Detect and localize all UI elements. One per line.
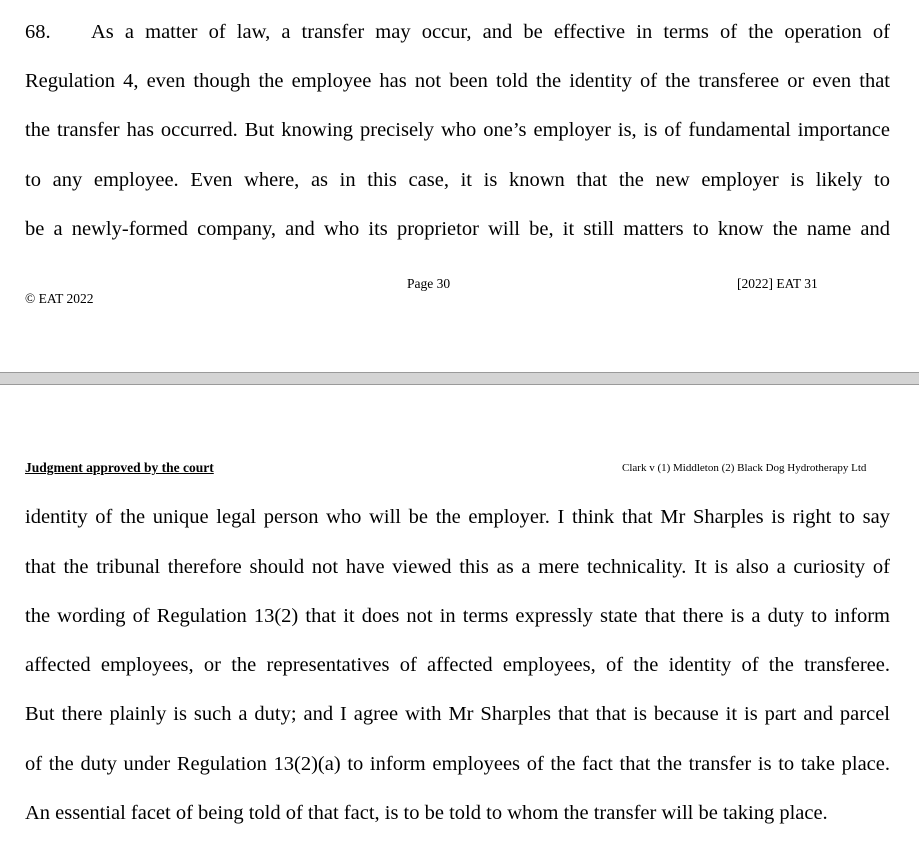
paragraph-line (25, 20, 890, 44)
paragraph-line: But there plainly is such a duty; and I agree with Mr Sharples that that is because it is part and parcel (25, 703, 890, 725)
footer-page-number: Page 30 (407, 276, 451, 291)
paragraph-line: Regulation 4, even though the employee has not been told the identity of the transferee or even that (25, 70, 890, 92)
paragraph-line: to any employee. Even where, as in this case, it is known that the new employer is likely to (25, 169, 890, 191)
page-separator (0, 372, 919, 385)
paragraph-line: the wording of Regulation 13(2) that it does not in terms expressly state that there is a duty to inform (25, 605, 890, 627)
header-judgment-approved: Judgment approved by the court (25, 460, 214, 475)
paragraph-line: identity of the unique legal person who will be the employer. I think that Mr Sharples is right to say (25, 506, 890, 528)
paragraph-text: As a matter of law, a transfer may occur, and be effective in terms of the operation of (91, 21, 890, 43)
paragraph-line: An essential facet of being told of that fact, is to be told to whom the transfer will be taking place. (25, 802, 828, 824)
paragraph-line: affected employees, or the representatives of affected employees, of the identity of the transferee. (25, 654, 890, 676)
paragraph-line: be a newly-formed company, and who its proprietor will be, it still matters to know the name and (25, 218, 890, 240)
paragraph-line: the transfer has occurred. But knowing precisely who one’s employer is, is of fundamental importance (25, 119, 890, 141)
document-page-top (0, 0, 919, 372)
paragraph-line: that the tribunal therefore should not have viewed this as a mere technicality. It is also a curiosity of (25, 556, 890, 578)
footer-citation: [2022] EAT 31 (737, 276, 818, 291)
paragraph-line: of the duty under Regulation 13(2)(a) to inform employees of the fact that the transfer is to take place. (25, 753, 890, 775)
footer-copyright: © EAT 2022 (25, 291, 94, 306)
header-case-name: Clark v (1) Middleton (2) Black Dog Hydrotherapy Ltd (622, 462, 867, 474)
paragraph-number: 68. (25, 21, 51, 43)
